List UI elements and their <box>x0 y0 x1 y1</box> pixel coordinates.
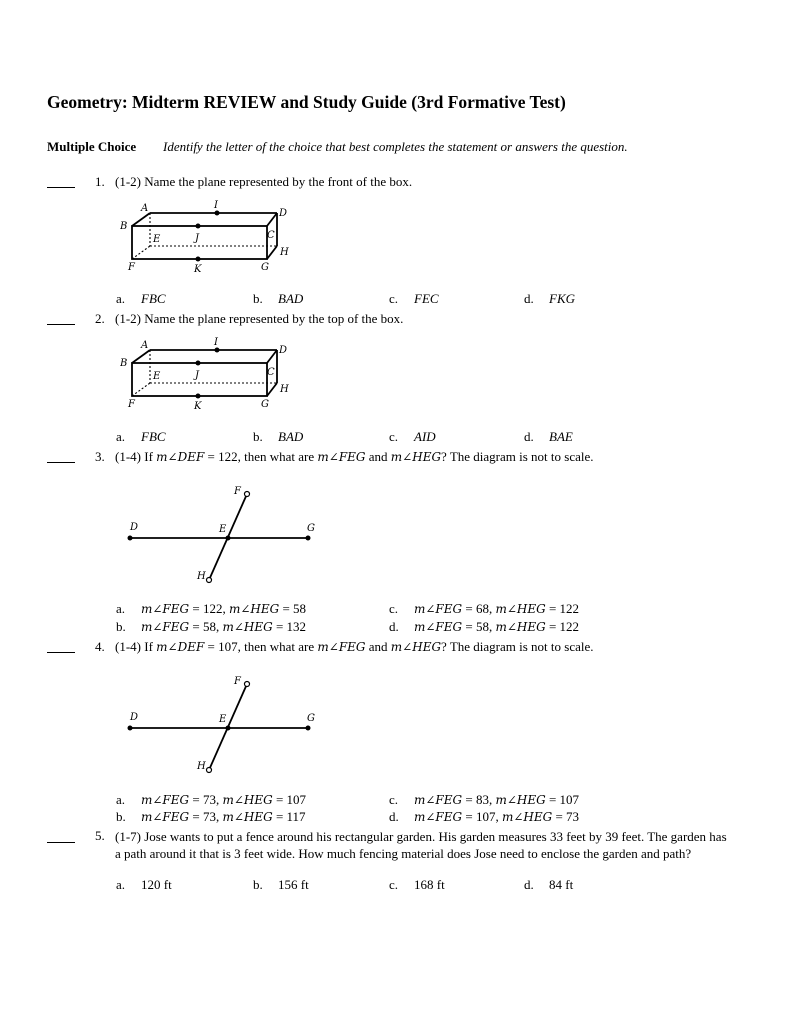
angle-expression: m∠FEG <box>414 793 463 807</box>
angle-expression: m∠HEG <box>390 450 442 464</box>
point-F <box>245 682 250 687</box>
option-value: = 122 <box>545 619 580 634</box>
question-text: (1-2) Name the plane represented by the top of the box. <box>115 311 404 326</box>
option-value: 156 ft <box>278 877 309 892</box>
angle-expression: m∠HEG <box>501 810 553 824</box>
option-a[interactable] <box>116 792 306 808</box>
option-letter: c. <box>389 877 399 892</box>
angle-expression: m∠HEG <box>222 810 273 824</box>
angle-expression: m∠FEG <box>317 450 366 464</box>
label-I: I <box>214 200 218 211</box>
label-K: K <box>194 401 202 412</box>
option-letter: c. <box>389 429 399 444</box>
label-B: B <box>120 358 128 369</box>
question-text <box>115 449 594 465</box>
section-instructions: Identify the letter of the choice that best completes the statement or answers the question. <box>163 139 628 154</box>
option-value: = 83, <box>462 792 496 807</box>
option-d[interactable] <box>524 877 573 893</box>
option-a[interactable] <box>116 601 306 617</box>
angle-expression: m∠FEG <box>414 602 463 616</box>
option-letter: d. <box>389 619 399 634</box>
point-H <box>207 768 212 773</box>
question-number: 1. <box>95 174 105 189</box>
text-part: and <box>365 639 391 654</box>
option-value: BAE <box>549 429 573 444</box>
answer-blank[interactable] <box>47 652 75 653</box>
angle-expression: m∠DEF <box>156 640 205 654</box>
option-b[interactable] <box>116 809 306 825</box>
option-value: = 58, <box>462 619 496 634</box>
option-letter: a. <box>116 792 126 807</box>
option-b[interactable] <box>253 291 303 307</box>
option-letter: a. <box>116 291 126 306</box>
option-d[interactable] <box>524 429 573 445</box>
option-value: AID <box>414 429 436 444</box>
box-figure <box>120 196 300 276</box>
option-letter: d. <box>524 429 534 444</box>
option-a[interactable] <box>116 291 166 307</box>
point-I <box>215 211 220 216</box>
label-J: J <box>195 233 200 244</box>
option-value: = 117 <box>272 809 306 824</box>
label-F: F <box>128 262 135 273</box>
section-heading: Multiple Choice <box>47 139 137 154</box>
text-part: (1-4) If <box>115 639 157 654</box>
label-H: H <box>280 384 289 395</box>
point-E <box>226 536 231 541</box>
label-I: I <box>214 337 218 348</box>
question-text: (1-2) Name the plane represented by the front of the box. <box>115 174 413 189</box>
option-value: = 73, <box>189 809 223 824</box>
text-part: = 107, then what are <box>204 639 318 654</box>
option-value: = 132 <box>272 619 307 634</box>
question-text <box>115 639 594 655</box>
text-part: = 122, then what are <box>204 449 318 464</box>
label-D: D <box>130 712 139 723</box>
option-value: BAD <box>278 429 304 444</box>
option-c[interactable] <box>389 601 579 617</box>
label-H: H <box>197 571 206 582</box>
option-c[interactable] <box>389 291 439 307</box>
label-D: D <box>130 522 139 533</box>
option-letter: c. <box>389 601 399 616</box>
label-J: J <box>195 370 200 381</box>
option-d[interactable] <box>524 291 575 307</box>
option-letter: b. <box>253 429 263 444</box>
option-value: = 122 <box>545 601 580 616</box>
text-part: ? The diagram is not to scale. <box>441 639 594 654</box>
angle-expression: m∠HEG <box>495 620 546 634</box>
point-K <box>196 257 201 262</box>
answer-blank[interactable] <box>47 187 75 188</box>
question-number: 4. <box>95 639 105 654</box>
label-B: B <box>120 221 128 232</box>
point-I <box>215 348 220 353</box>
question-number: 5. <box>95 828 105 843</box>
point-E <box>226 726 231 731</box>
label-E: E <box>219 524 227 535</box>
label-C: C <box>267 230 275 241</box>
label-H: H <box>197 761 206 772</box>
option-value: FEC <box>414 291 439 306</box>
option-d[interactable] <box>389 619 579 635</box>
point-D <box>128 536 133 541</box>
angle-expression: m∠HEG <box>495 793 546 807</box>
angle-expression: m∠HEG <box>495 602 546 616</box>
option-letter: c. <box>389 291 399 306</box>
option-letter: d. <box>389 809 399 824</box>
angle-expression: m∠FEG <box>317 640 366 654</box>
option-value: FKG <box>549 291 575 306</box>
label-K: K <box>194 264 202 275</box>
question-text: (1-7) Jose wants to put a fence around his rectangular garden. His garden measures 33 feet by 39 feet. The garden has a path around it that is 3 feet wide. How much fencing material does Jose need to enclose the garden and path? <box>115 829 727 861</box>
option-letter: d. <box>524 877 534 892</box>
option-letter: b. <box>253 291 263 306</box>
angle-expression: m∠HEG <box>228 602 280 616</box>
label-E: E <box>153 234 161 245</box>
label-E: E <box>153 371 161 382</box>
box-figure <box>120 333 300 413</box>
option-value: FBC <box>141 429 166 444</box>
option-value: = 58 <box>279 601 307 616</box>
label-A: A <box>141 203 149 214</box>
angle-expression: m∠HEG <box>222 620 273 634</box>
option-letter: a. <box>116 429 126 444</box>
angle-expression: m∠FEG <box>141 620 190 634</box>
option-letter: d. <box>524 291 534 306</box>
option-value: = 122, <box>189 601 229 616</box>
option-value: = 58, <box>189 619 223 634</box>
label-G: G <box>307 713 315 724</box>
option-letter: a. <box>116 601 126 616</box>
intersecting-lines-figure <box>120 480 330 590</box>
option-value: = 107 <box>545 792 580 807</box>
option-c[interactable] <box>389 429 436 445</box>
label-C: C <box>267 367 275 378</box>
label-D: D <box>279 345 288 356</box>
option-value: BAD <box>278 291 304 306</box>
page-title: Geometry: Midterm REVIEW and Study Guide (3rd Formative Test) <box>47 92 566 112</box>
label-G: G <box>261 262 269 273</box>
point-J <box>196 224 201 229</box>
angle-expression: m∠FEG <box>414 810 463 824</box>
option-b[interactable] <box>253 429 303 445</box>
option-a[interactable] <box>116 429 166 445</box>
angle-expression: m∠FEG <box>141 602 190 616</box>
answer-blank[interactable] <box>47 324 75 325</box>
option-a[interactable] <box>116 877 172 893</box>
point-D <box>128 726 133 731</box>
option-value: FBC <box>141 291 166 306</box>
option-value: = 73, <box>189 792 223 807</box>
option-letter: b. <box>116 809 126 824</box>
question-number: 2. <box>95 311 105 326</box>
option-letter: b. <box>253 877 263 892</box>
intersecting-lines-figure <box>120 670 330 780</box>
answer-blank[interactable] <box>47 842 75 843</box>
option-value: 120 ft <box>141 877 172 892</box>
answer-blank[interactable] <box>47 462 75 463</box>
point-G <box>306 726 311 731</box>
option-value: = 73 <box>552 809 580 824</box>
angle-expression: m∠FEG <box>141 793 190 807</box>
option-c[interactable] <box>389 877 445 893</box>
option-letter: a. <box>116 877 126 892</box>
point-F <box>245 492 250 497</box>
option-value: 84 ft <box>549 877 574 892</box>
option-b[interactable] <box>116 619 306 635</box>
option-value: = 107, <box>462 809 502 824</box>
point-G <box>306 536 311 541</box>
option-d[interactable] <box>389 809 579 825</box>
angle-expression: m∠HEG <box>390 640 442 654</box>
option-c[interactable] <box>389 792 579 808</box>
question-number: 3. <box>95 449 105 464</box>
option-b[interactable] <box>253 877 309 893</box>
option-letter: b. <box>116 619 126 634</box>
angle-expression: m∠HEG <box>222 793 273 807</box>
label-G: G <box>307 523 315 534</box>
angle-expression: m∠FEG <box>414 620 463 634</box>
label-F: F <box>128 399 135 410</box>
option-value: 168 ft <box>414 877 445 892</box>
label-A: A <box>141 340 149 351</box>
angle-expression: m∠FEG <box>141 810 190 824</box>
label-E: E <box>219 714 227 725</box>
option-letter: c. <box>389 792 399 807</box>
point-H <box>207 578 212 583</box>
option-value: = 68, <box>462 601 496 616</box>
text-part: ? The diagram is not to scale. <box>441 449 594 464</box>
text-part: and <box>365 449 391 464</box>
label-G: G <box>261 399 269 410</box>
label-F: F <box>234 676 241 687</box>
point-K <box>196 394 201 399</box>
angle-expression: m∠DEF <box>156 450 205 464</box>
label-H: H <box>280 247 289 258</box>
point-J <box>196 361 201 366</box>
label-F: F <box>234 486 241 497</box>
text-part: (1-4) If <box>115 449 157 464</box>
option-value: = 107 <box>272 792 307 807</box>
label-D: D <box>279 208 288 219</box>
